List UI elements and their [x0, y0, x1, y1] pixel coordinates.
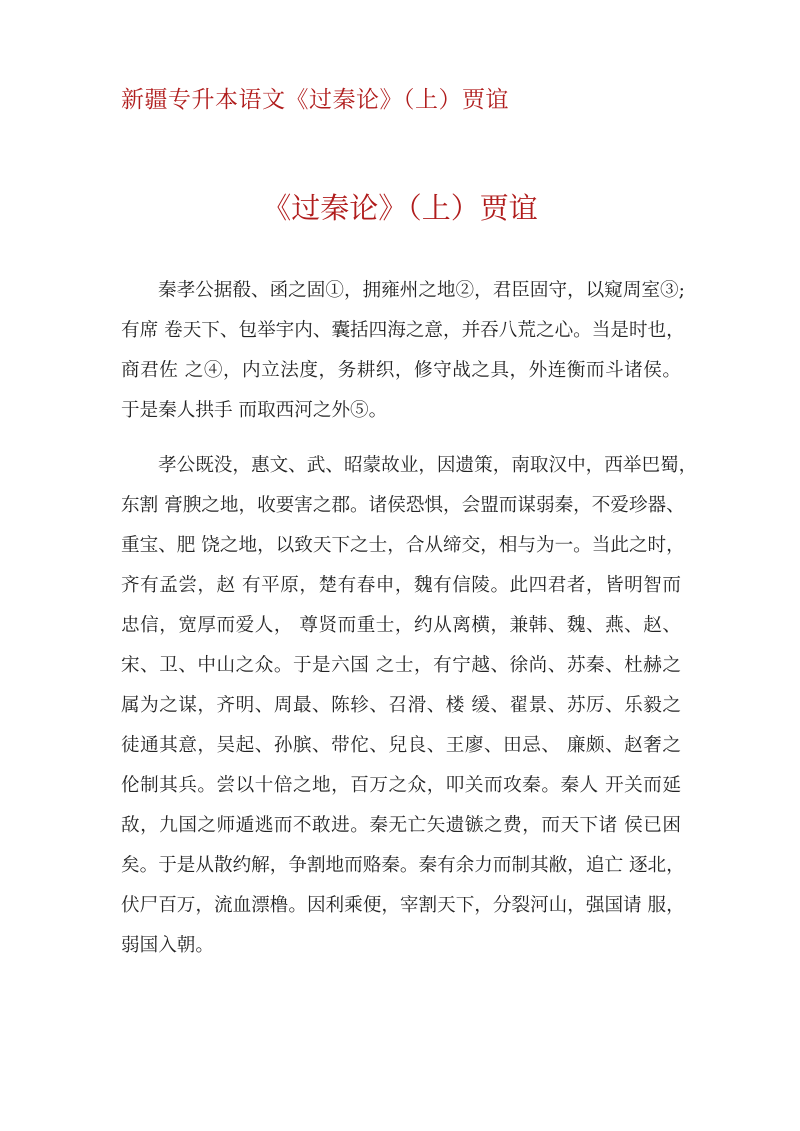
- paragraph-line: 秦孝公据殽、函之固①，拥雍州之地②，君臣固守，以窥周室③;: [158, 280, 685, 301]
- paragraph-line: 矣。于是从散约解，争割地而赂秦。秦有余力而制其敝，追亡 逐北，: [121, 855, 685, 876]
- paragraph-line: 伏尸百万，流血漂橹。因利乘便，宰割天下，分裂河山，强国请 服，: [121, 895, 685, 916]
- document-body: [121, 276, 698, 971]
- paragraph-2: [121, 451, 698, 971]
- paragraph-line: 忠信，宽厚而爱人， 尊贤而重士，约从离横，兼韩、魏、燕、赵、: [121, 615, 681, 636]
- paragraph-line: 有席 卷天下、包举宇内、囊括四海之意，并吞八荒之心。当是时也，: [121, 320, 685, 341]
- paragraph-line: 东割 膏腴之地，收要害之郡。诸侯恐惧，会盟而谋弱秦，不爱珍器、: [121, 495, 685, 516]
- paragraph-line: 宋、卫、中山之众。于是六国 之士，有宁越、徐尚、苏秦、杜赫之: [121, 655, 681, 676]
- document-header: 新疆专升本语文《过秦论》（上）贾谊: [121, 87, 509, 113]
- paragraph-line: 伦制其兵。尝以十倍之地，百万之众，叩关而攻秦。秦人 开关而延: [121, 775, 681, 796]
- paragraph-line: 孝公既没，惠文、武、昭蒙故业，因遗策，南取汉中，西举巴蜀，: [158, 455, 698, 476]
- paragraph-line: 齐有孟尝，赵 有平原，楚有春申，魏有信陵。此四君者，皆明智而: [121, 575, 681, 596]
- paragraph-line: 敌，九国之师遁逃而不敢进。秦无亡矢遗镞之费，而天下诸 侯已困: [121, 815, 681, 836]
- paragraph-line: 重宝、肥 饶之地，以致天下之士，合从缔交，相与为一。当此之时，: [121, 535, 685, 556]
- paragraph-line: 属为之谋，齐明、周最、陈轸、召滑、楼 缓、翟景、苏厉、乐毅之: [121, 695, 681, 716]
- paragraph-line: 于是秦人拱手 而取西河之外⑤。: [121, 400, 388, 421]
- paragraph-line: 徒通其意，吴起、孙膑、带佗、兒良、王廖、田忌、 廉颇、赵奢之: [121, 735, 681, 756]
- paragraph-1: [121, 276, 685, 436]
- paragraph-line: 弱国入朝。: [121, 935, 214, 956]
- paragraph-line: 商君佐 之④，内立法度，务耕织，修守战之具，外连衡而斗诸侯。: [121, 360, 681, 381]
- document-title: 《过秦论》（上）贾谊: [262, 191, 538, 225]
